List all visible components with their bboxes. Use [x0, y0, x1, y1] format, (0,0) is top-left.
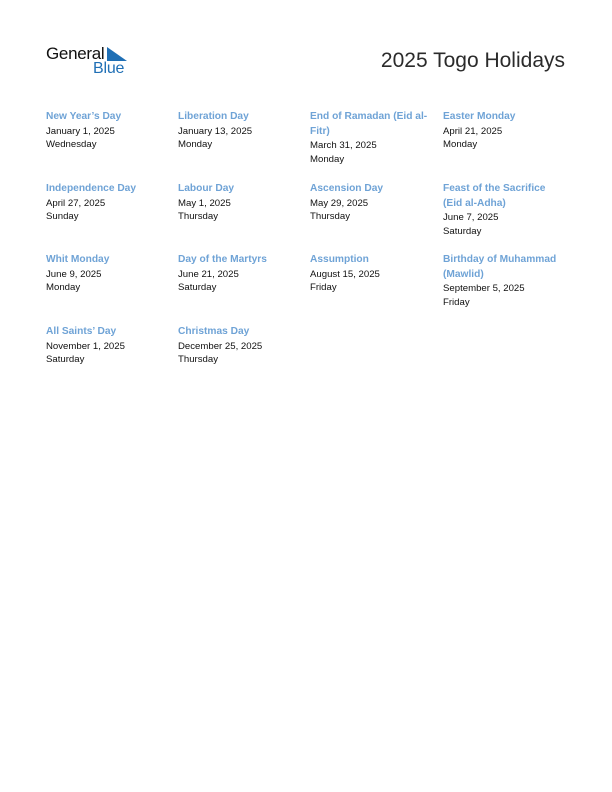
holiday-item — [46, 253, 170, 295]
holiday-item — [178, 253, 302, 295]
holiday-weekday: Thursday — [178, 211, 218, 223]
holiday-date: September 5, 2025 — [443, 283, 525, 294]
holiday-weekday: Friday — [310, 282, 337, 294]
holiday-item — [443, 253, 567, 310]
holiday-weekday: Monday — [443, 139, 478, 151]
holiday-name: Easter Monday — [443, 111, 516, 122]
logo-text-general: General — [46, 44, 105, 63]
holiday-name: Christmas Day — [178, 326, 250, 337]
holiday-name: All Saints’ Day — [46, 326, 117, 337]
holiday-name: End of Ramadan (Eid al-Fitr) — [310, 111, 428, 137]
holiday-name: Birthday of Muhammad (Mawlid) — [443, 254, 557, 280]
holiday-item — [46, 325, 170, 367]
holiday-date: May 29, 2025 — [310, 197, 369, 209]
holiday-date: June 9, 2025 — [46, 268, 102, 280]
holiday-item — [443, 182, 567, 239]
holiday-item — [310, 253, 434, 295]
holiday-date: December 25, 2025 — [178, 340, 263, 352]
holiday-item — [46, 110, 170, 152]
holiday-name: Ascension Day — [310, 183, 384, 194]
holiday-item — [178, 182, 302, 224]
holiday-weekday: Thursday — [310, 211, 350, 223]
holiday-item — [443, 110, 567, 152]
holiday-name: Labour Day — [178, 183, 235, 194]
holiday-grid — [46, 110, 586, 380]
holiday-date: June 21, 2025 — [178, 268, 239, 280]
holiday-item — [310, 182, 434, 224]
holiday-weekday: Sunday — [46, 211, 79, 223]
holiday-weekday: Wednesday — [46, 139, 97, 151]
holiday-name: Whit Monday — [46, 254, 110, 265]
holiday-item — [178, 325, 302, 367]
logo-text-blue: Blue — [93, 60, 125, 77]
holiday-weekday: Saturday — [443, 225, 482, 237]
holiday-name: New Year’s Day — [46, 111, 122, 122]
holiday-name: Liberation Day — [178, 111, 249, 122]
holiday-date: January 13, 2025 — [178, 125, 253, 137]
holiday-date: November 1, 2025 — [46, 340, 125, 352]
holiday-weekday: Monday — [310, 153, 345, 165]
holiday-item — [178, 110, 302, 152]
holiday-weekday: Monday — [178, 139, 213, 151]
holiday-date: May 1, 2025 — [178, 197, 231, 209]
holiday-weekday: Friday — [443, 296, 470, 308]
holiday-date: April 21, 2025 — [443, 125, 503, 137]
holiday-weekday: Saturday — [46, 354, 85, 366]
holiday-date: March 31, 2025 — [310, 140, 377, 151]
holiday-date: August 15, 2025 — [310, 268, 380, 280]
holiday-weekday: Saturday — [178, 282, 217, 294]
holiday-date: April 27, 2025 — [46, 197, 106, 209]
holiday-weekday: Thursday — [178, 354, 218, 366]
holiday-date: June 7, 2025 — [443, 212, 499, 223]
generalblue-logo — [46, 44, 136, 80]
holiday-name: Day of the Martyrs — [178, 254, 267, 265]
holiday-weekday: Monday — [46, 282, 81, 294]
holiday-name: Independence Day — [46, 183, 137, 194]
holiday-item — [310, 110, 434, 167]
page-title: 2025 Togo Holidays — [380, 49, 565, 72]
logo-triangle-icon — [107, 47, 127, 61]
holiday-item — [46, 182, 170, 224]
holiday-name: Feast of the Sacrifice (Eid al-Adha) — [443, 183, 546, 209]
holiday-name: Assumption — [310, 254, 369, 265]
holiday-date: January 1, 2025 — [46, 125, 115, 137]
